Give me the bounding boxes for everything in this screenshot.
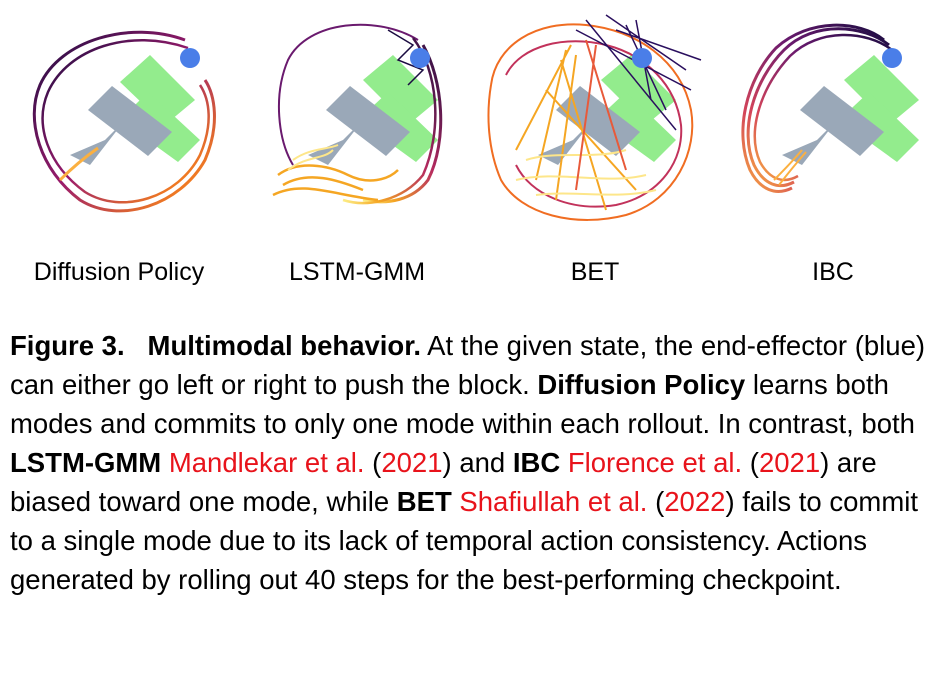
panel-label: Diffusion Policy [33,258,205,286]
citation-link[interactable]: Mandlekar et al. [168,447,365,478]
caption-text: ( [647,486,665,517]
panel-ibc [714,0,952,300]
caption-title: Multimodal behavior. [147,330,422,361]
figure-caption [10,326,945,599]
panel-label: IBC [812,258,854,286]
figure-number: Figure 3. [10,330,125,361]
figure-panels [0,0,952,300]
panel-lstm-gmm [238,0,476,300]
caption-text: ) and [442,447,513,478]
panel-diffusion-policy [0,0,238,300]
caption-text: ( [364,447,382,478]
citation-year-link[interactable]: 2022 [664,486,726,517]
end-effector-icon [882,48,902,68]
trajectory-plot [714,0,952,250]
panel-label: BET [570,258,620,286]
method-name: LSTM-GMM [10,447,162,478]
caption-text: ( [742,447,759,478]
trajectory-plot [0,0,238,250]
trajectory-plot [238,0,476,250]
panel-bet [476,0,714,300]
caption-text [560,447,568,478]
caption-text [161,447,169,478]
panel-label: LSTM-GMM [288,258,426,286]
end-effector-icon [180,48,200,68]
citation-link[interactable]: Florence et al. [567,447,743,478]
citation-year-link[interactable]: 2021 [758,447,821,478]
end-effector-icon [632,48,652,68]
method-name: Diffusion Policy [537,369,746,400]
citation-year-link[interactable]: 2021 [381,447,443,478]
caption-text: learns both modes and commits to only one mode within each rollout. In contrast, both [10,369,915,439]
citation-link[interactable]: Shafiullah et al. [459,486,648,517]
method-name: BET [396,486,452,517]
trajectory-line [273,166,398,200]
caption-text: ) are biased toward one mode, while [10,447,877,517]
caption-text: ) fails to commit to a single mode due to its lack of temporal action consistency. Actions generated by rolling out 40 steps for the best-performing checkpoint. [10,486,918,595]
end-effector-icon [410,48,430,68]
caption-text: At the given state, the end-effector (blue) can either go left or right to push the block. [10,330,926,400]
method-name: IBC [512,447,561,478]
trajectory-plot [476,0,714,250]
